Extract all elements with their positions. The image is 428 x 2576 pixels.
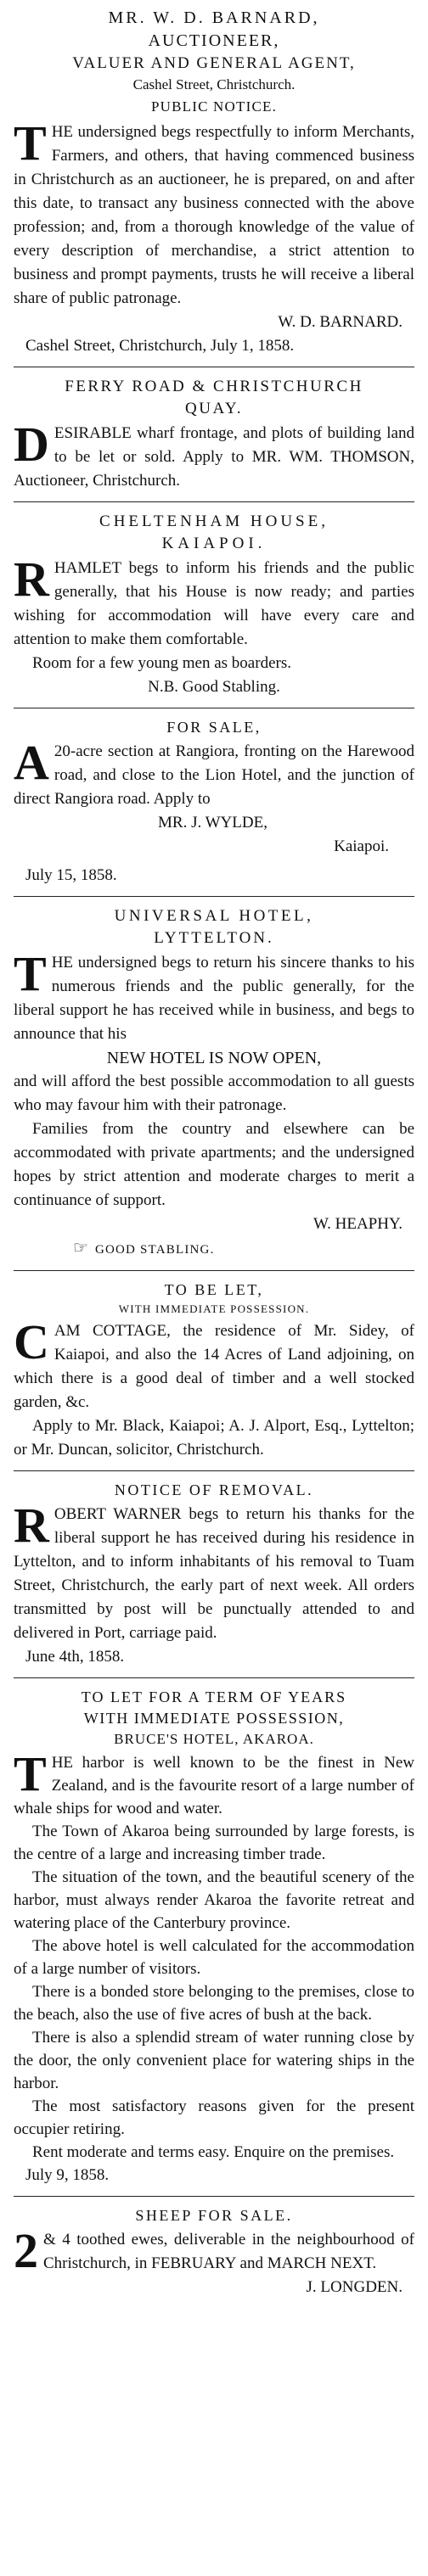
ad-heading: UNIVERSAL HOTEL, (114, 907, 314, 925)
ad-address: Cashel Street, Christchurch. (132, 76, 296, 92)
ad-barnard (14, 8, 414, 358)
ad-note: Room for a few young men as boarders. (32, 654, 291, 672)
ad-body: and will afford the best possible accommodation to all guests who may favour him with their patronage. (14, 1072, 414, 1114)
drop-cap: A (14, 735, 49, 790)
drop-cap: T (14, 946, 47, 1001)
ad-body: There is a bonded store belonging to the premises, close to the beach, also the use of five acres of bush at the back. (14, 1983, 414, 2024)
ad-ferry-road (14, 378, 414, 493)
ad-heading: FOR SALE, (166, 719, 262, 736)
ad-bruces-hotel (14, 1688, 414, 2187)
ad-body: Apply to Mr. Black, Kaiapoi; A. J. Alport, Esq., Lyttelton; or Mr. Duncan, solicitor, Christchurch. (14, 1417, 414, 1459)
ad-for-sale-rangiora (14, 719, 414, 888)
drop-cap: T (14, 115, 47, 171)
ad-body: HE undersigned begs respectfully to inform Merchants, Farmers, and others, that having commenced business in Christchurch as an auctioneer, he is prepared, on and after this date, to transact any business connected with the above profession; and, from a thorough knowledge of the value of every description of merchandise, a strict attention to business and prompt payments, trusts he will receive a liberal share of public patronage. (14, 123, 414, 307)
ad-body: The most satisfactory reasons given for the present occupier retiring. (14, 2097, 414, 2138)
ad-date: Cashel Street, Christchurch, July 1, 1858. (25, 337, 295, 355)
ad-body: The above hotel is well calculated for the accommodation of a large number of visitors. (14, 1937, 414, 1978)
ad-heading: CHELTENHAM HOUSE, (99, 512, 329, 530)
ad-heading: NOTICE OF REMOVAL. (114, 1481, 314, 1498)
ad-body: & 4 toothed ewes, deliverable in the neighbourhood of Christchurch, in FEBRUARY and MARCH NEXT. (43, 2231, 414, 2272)
divider (14, 2196, 414, 2197)
divider (14, 501, 414, 502)
ad-heading: QUAY. (185, 400, 243, 417)
notice-title: PUBLIC NOTICE. (150, 98, 278, 115)
drop-cap: R (14, 1498, 49, 1553)
ad-subheading: BRUCE'S HOTEL, AKAROA. (114, 1731, 314, 1747)
ad-date: July 15, 1858. (25, 866, 117, 884)
drop-cap: D (14, 417, 49, 472)
ad-subheading: LYTTELTON. (154, 929, 274, 947)
ad-universal-hotel (14, 907, 414, 1262)
ad-headline: NEW HOTEL IS NOW OPEN, (106, 1049, 322, 1067)
ad-body: Rent moderate and terms easy. Enquire on the premises. (32, 2143, 395, 2161)
ad-date: June 4th, 1858. (25, 1648, 125, 1666)
ad-body: HAMLET begs to inform his friends and the public generally, that his House is now ready; and parties wishing for accommodation will have every care and attention to make them comfortable. (14, 559, 414, 648)
ad-sheep-for-sale (14, 2207, 414, 2299)
drop-cap: 2 (14, 2223, 38, 2278)
divider (14, 1470, 414, 1471)
ad-notice-of-removal (14, 1481, 414, 1669)
ad-heading: TO BE LET, (164, 1281, 264, 1298)
ad-subheading: VALUER AND GENERAL AGENT, (72, 54, 356, 72)
ad-heading: MR. W. D. BARNARD, (108, 8, 320, 27)
ad-body: The situation of the town, and the beautiful scenery of the harbor, must always render Akaroa the favorite retreat and watering place of the Canterbury province. (14, 1868, 414, 1932)
ad-cam-cottage (14, 1281, 414, 1462)
ad-body: Families from the country and elsewhere can be accommodated with private apartments; and the undersigned hopes by strict attention and moderate charges to merit a continuance of support. (14, 1120, 414, 1209)
ad-heading: TO LET FOR A TERM OF YEARS (81, 1688, 347, 1705)
ad-cheltenham-house (14, 512, 414, 699)
ad-body: The Town of Akaroa being surrounded by large forests, is the centre of a large and increasing timber trade. (14, 1823, 414, 1863)
ad-body: AM COTTAGE, the residence of Mr. Sidey, of Kaiapoi, and also the 14 Acres of Land adjoining, on which there is a good deal of timber and a well stocked garden, &c. (14, 1322, 414, 1411)
ad-note: GOOD STABLING. (94, 1243, 215, 1257)
ad-body: HE harbor is well known to be the finest in New Zealand, and is the favourite resort of a large number of whale ships for wood and water. (14, 1754, 414, 1817)
ad-body: ESIRABLE wharf frontage, and plots of building land to be let or sold. Apply to MR. WM. THOMSON, Auctioneer, Christchurch. (14, 424, 414, 490)
divider (14, 896, 414, 897)
ad-body: HE undersigned begs to return his sincere thanks to his numerous friends and the public generally, for the liberal support he has received while in business, and begs to announce that his (14, 954, 414, 1043)
ad-heading: SHEEP FOR SALE. (135, 2207, 293, 2224)
ad-body: 20-acre section at Rangiora, fronting on the Harewood road, and close to the Lion Hotel, and the junction of direct Rangiora road. Apply to (14, 742, 414, 808)
ad-signature: J. LONGDEN. (306, 2278, 403, 2296)
ad-subheading: KAIAPOI. (161, 535, 267, 552)
ad-contact: MR. J. WYLDE, (158, 814, 268, 832)
ad-body: OBERT WARNER begs to return his thanks for the liberal support he has received during his residence in Lyttelton, and to inform inhabitants of his removal to Tuam Street, Christchurch, the early part of next week. All orders transmitted by post will be punctually attended to and delivered in Port, carriage paid. (14, 1505, 414, 1642)
drop-cap: C (14, 1314, 49, 1369)
drop-cap: T (14, 1746, 47, 1801)
pointing-hand-icon: ☞ (73, 1239, 88, 1257)
ad-signature: W. D. BARNARD. (278, 313, 403, 331)
ad-heading: WITH IMMEDIATE POSSESSION, (83, 1710, 345, 1727)
ad-subheading: WITH IMMEDIATE POSSESSION. (118, 1302, 310, 1315)
ad-date: July 9, 1858. (25, 2166, 110, 2184)
ad-note: N.B. Good Stabling. (148, 678, 280, 696)
divider (14, 1270, 414, 1271)
ad-body: There is also a splendid stream of water running close by the door, the only convenient place for watering ships in the harbor. (14, 2029, 414, 2092)
ad-subheading: AUCTIONEER, (148, 31, 280, 50)
ad-contact-place: Kaiapoi. (334, 837, 389, 855)
drop-cap: R (14, 552, 49, 607)
divider (14, 1677, 414, 1678)
ad-signature: W. HEAPHY. (313, 1215, 403, 1233)
ad-heading: FERRY ROAD & CHRISTCHURCH (65, 378, 363, 395)
